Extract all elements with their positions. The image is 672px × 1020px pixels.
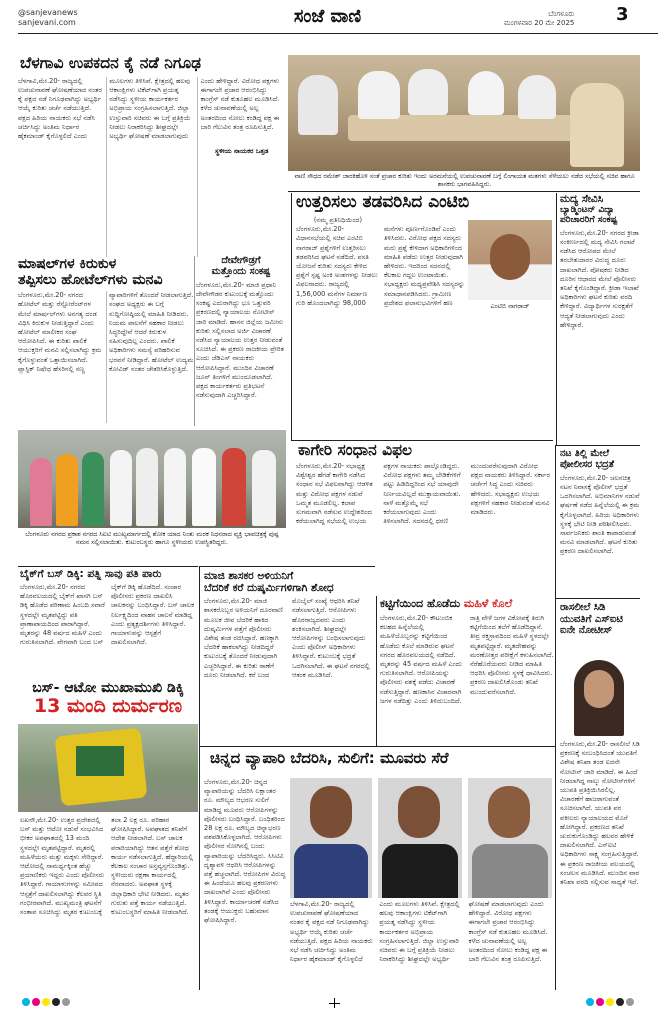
- page-number: 3: [616, 4, 629, 25]
- subhead: ಸ್ಥಳೀಯ ನಾಯಕರ ಒತ್ತಡ: [215, 147, 269, 155]
- article-body: ಬೆಂಗಳೂರು,ಮೇ.20- ನಗರದ ಹೊರವಲಯದಲ್ಲಿ ಬೈಕ್‌ಗೆ ಖಾಸಗಿ ಬಸ್ ಡಿಕ್ಕಿ ಹೊಡೆದ ಪರಿಣಾಮ ಹಿಂಬದಿ ಸವಾರೆ ಸ್ಥಳದಲ್ಲೇ ಮೃತಪಟ್ಟಿದ್ದು ಪತಿ ಪ್ರಾಣಾಪಾಯದಿಂದ ಪಾರಾಗಿದ್ದಾರೆ. ಮೃತರನ್ನು 48 ವರ್ಷದ ಮಹಿಳೆ ಎಂದು ಗುರುತಿಸಲಾಗಿದೆ. ವೇಗವಾಗಿ ಬಂದ ಬಸ್ ಬೈಕ್‌ಗೆ ಡಿಕ್ಕಿ ಹೊಡೆದಿದೆ. ಸಂಚಾರ ಪೊಲೀಸರು ಪ್ರಕರಣ ದಾಖಲಿಸಿ ಚಾಲಕನನ್ನು ಬಂಧಿಸಿದ್ದಾರೆ. ಬಸ್ ಚಾಲಕ ನಿರ್ಲಕ್ಷ್ಯದಿಂದ ವಾಹನ ಚಾಲನೆ ಮಾಡಿದ್ದ ಎಂದು ಪ್ರತ್ಯಕ್ಷದರ್ಶಿಗಳು ತಿಳಿಸಿದ್ದಾರೆ. ಗಾಯಾಳುವನ್ನು ಆಸ್ಪತ್ರೆಗೆ ದಾಖಲಿಸಲಾಗಿದೆ.: [20, 583, 195, 647]
- header-date: ಮಂಗಳವಾರ 20 ಮೇ 2025: [504, 19, 575, 27]
- rule: [556, 445, 640, 446]
- column-rule: [555, 445, 556, 990]
- headline-red: ಮಹಿಳೆ ಕೊಲೆ: [463, 597, 513, 610]
- article-body: ಬೆಂಗಳೂರು,ಮೇ.20- ಮಾಜಿ ಪ್ರಧಾನಿ ದೇವೇಗೌಡರ ಕುಟುಂಬಕ್ಕೆ ಮತ್ತೊಂದು ಸಂಕಷ್ಟ ಎದುರಾಗಿದ್ದು ಭೂ ಒತ್ತುವರಿ ಪ್ರಕರಣದಲ್ಲಿ ನ್ಯಾಯಾಲಯ ನೋಟೀಸ್ ಜಾರಿ ಮಾಡಿದೆ. ಹಾಸನ ಜಿಲ್ಲೆಯ ಜಮೀನು ಕುರಿತು ಸಲ್ಲಿಸಲಾದ ಅರ್ಜಿ ವಿಚಾರಣೆ ನಡೆಸಿದ ನ್ಯಾಯಾಲಯ ಉತ್ತರ ನೀಡುವಂತೆ ಸೂಚಿಸಿದೆ. ಈ ಪ್ರಕರಣ ರಾಜಕೀಯ ಪ್ರೇರಿತ ಎಂದು ಜೆಡಿಎಸ್ ನಾಯಕರು ಆರೋಪಿಸಿದ್ದಾರೆ. ಮುಂದಿನ ವಿಚಾರಣೆ ಜೂನ್ ತಿಂಗಳಿಗೆ ಮುಂದೂಡಲಾಗಿದೆ. ಪಕ್ಷದ ಕಾರ್ಯಕರ್ತರು ಪ್ರತಿಭಟನೆ ನಡೆಸುವುದಾಗಿ ಎಚ್ಚರಿಸಿದ್ದಾರೆ.: [196, 280, 284, 400]
- headline-line1: ರಾಸಲೀಲೆ ಸಿಡಿ: [560, 602, 606, 613]
- website-link[interactable]: sanjevani.com: [18, 18, 76, 27]
- headline-line1: ಬಸ್- ಆಟೋ ಮುಖಾಮುಖಿ ಡಿಕ್ಕಿ: [32, 680, 184, 696]
- headline: ಬೈಕ್‌ಗೆ ಬಸ್ ಡಿಕ್ಕಿ: ಪತ್ನಿ ಸಾವು ಪತಿ ಪಾರು: [20, 568, 162, 580]
- headline-line2: ಪೋಲೀಸರ ಭದ್ರತೆ: [560, 458, 614, 470]
- header-dateline: [504, 10, 574, 28]
- mtb-photo: [468, 220, 552, 300]
- rule: [556, 598, 640, 599]
- article-actor: [560, 449, 640, 597]
- headline-line2: 13 ಮಂದಿ ದುರ್ಮರಣ: [33, 695, 183, 718]
- accused-photo-1: [290, 778, 372, 898]
- crop-mark: [329, 1003, 340, 1004]
- headline-line1: ಮದ್ಯ ಸೇವಿಸಿ: [560, 193, 604, 205]
- photo-caption: ವಾಣಿ ಸೌಧದ ರಮೇಶ್ ಜಾರಕಿಹೊಳಿ ಸಂತೆ ಪ್ರಚಾರ ಕುರಿತು ಇಂದು ಅರಮನೆಯಲ್ಲಿ ಉಪಚುನಾವಣೆ ಬಗ್ಗೆ ಲಿಂಗಾಯತ ಮತಗಳು ಸೆಳೆಯಲು ನಡೆದ ಸಭೆಯಲ್ಲಿ ಸಚಿವ ಹಾಗೂ ಶಾಸಕರು ಭಾಗವಹಿಸಿದ್ದರು.: [294, 172, 635, 188]
- headline-line2: ಬ್ಯಾಡ್ಮಿಂಟನ್ ವಿದ್ಯಾ: [560, 205, 615, 216]
- group-photo: [18, 430, 286, 528]
- article-body: ಬೆಂಗಳೂರು,ಮೇ.20- ನಗರದ ಕ್ರೀಡಾ ಸಂಕೀರ್ಣದಲ್ಲಿ ಮದ್ಯ ಸೇವಿಸಿ ಗಲಾಟೆ ನಡೆಸಿದ ಆರೋಪದ ಮೇಲೆ ತರಬೇತುದಾರರ ವಿರುದ್ಧ ದೂರು ದಾಖಲಾಗಿದೆ. ಪೋಷಕರು ನೀಡಿದ ದೂರಿನ ಆಧಾರದ ಮೇಲೆ ಪೊಲೀಸರು ತನಿಖೆ ಕೈಗೊಂಡಿದ್ದಾರೆ. ಕ್ರೀಡಾ ಇಲಾಖೆ ಅಧಿಕಾರಿಗಳು ಘಟನೆ ಕುರಿತು ವರದಿ ಕೇಳಿದ್ದಾರೆ. ವಿದ್ಯಾರ್ಥಿಗಳ ಸುರಕ್ಷತೆಗೆ ಆದ್ಯತೆ ನೀಡಲಾಗುವುದು ಎಂದು ಹೇಳಿದ್ದಾರೆ.: [560, 228, 639, 329]
- header-social: [18, 8, 78, 28]
- article-body: ಬೆಂಗಳೂರು,ಮೇ.20- ನಗರದ ಹೋಟೆಲ್ ಮತ್ತು ರೆಸ್ಟೋರೆಂಟ್‌ಗಳ ಮೇಲೆ ಮಾರ್ಷಲ್‌ಗಳು ಅನಗತ್ಯ ದಂಡ ವಿಧಿಸಿ ಕಿರುಕುಳ ನೀಡುತ್ತಿದ್ದಾರೆ ಎಂದು ಹೋಟೆಲ್ ಮಾಲೀಕರ ಸಂಘ ಆರೋಪಿಸಿದೆ. ಈ ಕುರಿತು ಪಾಲಿಕೆ ಆಯುಕ್ತರಿಗೆ ಮನವಿ ಸಲ್ಲಿಸಲಾಗಿದ್ದು ಕ್ರಮ ಕೈಗೊಳ್ಳುವಂತೆ ಒತ್ತಾಯಿಸಲಾಗಿದೆ. ಪ್ಲಾಸ್ಟಿಕ್ ನಿಷೇಧ ಹೆಸರಿನಲ್ಲಿ ಸಣ್ಣ ವ್ಯಾಪಾರಿಗಳಿಗೆ ತೊಂದರೆ ನೀಡಲಾಗುತ್ತಿದೆ. ಸಂಘದ ಅಧ್ಯಕ್ಷರು ಈ ಬಗ್ಗೆ ಸುದ್ದಿಗೋಷ್ಠಿಯಲ್ಲಿ ಮಾಹಿತಿ ನೀಡಿದರು. ನಿಯಮ ಪಾಲನೆಗೆ ಸಹಕಾರ ನೀಡಲು ಸಿದ್ಧರಿದ್ದೇವೆ ಆದರೆ ಕಿರುಕುಳ ಸಹಿಸುವುದಿಲ್ಲ ಎಂದರು. ಪಾಲಿಕೆ ಅಧಿಕಾರಿಗಳು ಸಮಸ್ಯೆ ಪರಿಹರಿಸುವ ಭರವಸೆ ನೀಡಿದ್ದಾರೆ. ಹೋಟೆಲ್ ಉದ್ಯಮ ಕೋವಿಡ್ ನಂತರ ಚೇತರಿಸಿಕೊಳ್ಳುತ್ತಿದೆ.: [18, 291, 194, 373]
- article-kageri: ಬೆಂಗಳೂರು,ಮೇ.20- ಸಭಾಧ್ಯಕ್ಷ ವಿಶ್ವೇಶ್ವರ ಹೆಗಡೆ ಕಾಗೇರಿ ನಡೆಸಿದ ಸಂಧಾನ ಸಭೆ ವಿಫಲವಾಗಿದ್ದು ಆಡಳಿತ ಮತ್ತು ವಿರೋಧ ಪಕ್ಷಗಳ ನಡುವೆ ಒಮ್ಮತ ಮೂಡಲಿಲ್ಲ. ಕಲಾಪ ಸುಗಮವಾಗಿ ನಡೆಸುವ ಉದ್ದೇಶದಿಂದ ಕರೆಯಲಾಗಿದ್ದ ಸಭೆಯಲ್ಲಿ ಉಭಯ ಪಕ್ಷಗಳ ನಾಯಕರು ಪಾಲ್ಗೊಂಡಿದ್ದರು. ವಿರೋಧ ಪಕ್ಷಗಳು ತಮ್ಮ ಬೇಡಿಕೆಗಳಿಗೆ ಪಟ್ಟು ಹಿಡಿದಿದ್ದರಿಂದ ಸಭೆ ಯಾವುದೇ ನಿರ್ಣಯವಿಲ್ಲದೆ ಮುಕ್ತಾಯವಾಯಿತು. ನಾಳೆ ಮತ್ತೊಮ್ಮೆ ಸಭೆ ಕರೆಯಲಾಗುವುದು ಎಂದು ತಿಳಿಸಲಾಗಿದೆ. ಸದನದಲ್ಲಿ ಧರಣಿ ಮುಂದುವರೆಸುವುದಾಗಿ ವಿರೋಧ ಪಕ್ಷದ ನಾಯಕರು ತಿಳಿಸಿದ್ದಾರೆ. ಸರ್ಕಾರ ಚರ್ಚೆಗೆ ಸಿದ್ಧ ಎಂದು ಸಚಿವರು ಹೇಳಿದರು. ಸಭಾಧ್ಯಕ್ಷರು ಉಭಯ ಪಕ್ಷಗಳಿಗೆ ಸಹಕಾರ ನೀಡುವಂತೆ ಮನವಿ ಮಾಡಿದರು.: [296, 462, 550, 526]
- headline-mtb: ಉತ್ತರಿಸಲು ತಡವರಿಸಿದ ಎಂಟಿಬಿ: [296, 192, 470, 212]
- registration-marks-right: [586, 998, 634, 1006]
- headline-line2: ಮತ್ತೊಂದು ಸಂಕಷ್ಟ: [211, 265, 271, 277]
- column-rule: [194, 256, 195, 426]
- accused-photo-2: [378, 778, 462, 898]
- article-body: ಲಖನೌ,ಮೇ.20- ಉತ್ತರ ಪ್ರದೇಶದಲ್ಲಿ ಬಸ್ ಮತ್ತು ಆಟೋ ನಡುವೆ ಸಂಭವಿಸಿದ ಭೀಕರ ಅಪಘಾತದಲ್ಲಿ 13 ಮಂದಿ ಸ್ಥಳದಲ್ಲೇ ಮೃತಪಟ್ಟಿದ್ದಾರೆ. ಮೃತರಲ್ಲಿ ಮಹಿಳೆಯರು ಮತ್ತು ಮಕ್ಕಳು ಸೇರಿದ್ದಾರೆ. ಆಟೋದಲ್ಲಿ ಸಾಮರ್ಥ್ಯಕ್ಕಿಂತ ಹೆಚ್ಚು ಪ್ರಯಾಣಿಕರು ಇದ್ದರು ಎಂದು ಪೊಲೀಸರು ತಿಳಿಸಿದ್ದಾರೆ. ಗಾಯಾಳುಗಳನ್ನು ಸಮೀಪದ ಆಸ್ಪತ್ರೆಗೆ ದಾಖಲಿಸಲಾಗಿದ್ದು ಕೆಲವರ ಸ್ಥಿತಿ ಗಂಭೀರವಾಗಿದೆ. ಮುಖ್ಯಮಂತ್ರಿ ಘಟನೆಗೆ ಸಂತಾಪ ಸೂಚಿಸಿದ್ದು ಮೃತರ ಕುಟುಂಬಕ್ಕೆ ತಲಾ 2 ಲಕ್ಷ ರೂ. ಪರಿಹಾರ ಘೋಷಿಸಿದ್ದಾರೆ. ಅಪಘಾತದ ತನಿಖೆಗೆ ಆದೇಶ ನೀಡಲಾಗಿದೆ. ಬಸ್ ಚಾಲಕ ಪರಾರಿಯಾಗಿದ್ದು ಆತನ ಪತ್ತೆಗೆ ಶೋಧ ಕಾರ್ಯ ನಡೆಸಲಾಗುತ್ತಿದೆ. ಹೆದ್ದಾರಿಯಲ್ಲಿ ಕೆಲಕಾಲ ಸಂಚಾರ ಅಸ್ತವ್ಯಸ್ತಗೊಂಡಿತ್ತು. ಸ್ಥಳೀಯರು ರಕ್ಷಣಾ ಕಾರ್ಯದಲ್ಲಿ ನೆರವಾದರು. ಅಪಘಾತ ಸ್ಥಳಕ್ಕೆ ಜಿಲ್ಲಾಧಿಕಾರಿ ಭೇಟಿ ನೀಡಿದರು. ಮೃತರ ಗುರುತು ಪತ್ತೆ ಕಾರ್ಯ ನಡೆಯುತ್ತಿದೆ. ಕುಟುಂಬಸ್ಥರಿಗೆ ಮಾಹಿತಿ ನೀಡಲಾಗಿದೆ.: [20, 816, 194, 917]
- headline-kageri: ಕಾಗೇರಿ ಸಂಧಾನ ವಿಫಲ: [298, 441, 413, 459]
- woman-photo: [560, 654, 638, 736]
- article-body: ಬೆಳಗಾವಿ,ಮೇ.20- ರಾಜ್ಯದಲ್ಲಿ ಉಪಚುನಾವಣೆ ಘೋಷಣೆಯಾದ ನಂತರ ಕೈ ಪಕ್ಷದ ನಡೆ ನಿಗೂಢವಾಗಿದ್ದು ಅಭ್ಯರ್ಥಿ ಆಯ್ಕೆ ಕುರಿತು ಚರ್ಚೆ ನಡೆಯುತ್ತಿದೆ. ಪಕ್ಷದ ಹಿರಿಯ ನಾಯಕರು ಸಭೆ ನಡೆಸಿ ಚರ್ಚಿಸಿದ್ದು ಅಂತಿಮ ನಿರ್ಧಾರ ಹೈಕಮಾಂಡ್ ಕೈಗೊಳ್ಳಲಿದೆ ಎಂದು ಮೂಲಗಳು ತಿಳಿಸಿವೆ. ಕ್ಷೇತ್ರದಲ್ಲಿ ಹಲವು ಆಕಾಂಕ್ಷಿಗಳು ಟಿಕೆಟ್‌ಗಾಗಿ ಪ್ರಯತ್ನ ನಡೆಸಿದ್ದು ಸ್ಥಳೀಯ ಕಾರ್ಯಕರ್ತರ ಅಭಿಪ್ರಾಯ ಸಂಗ್ರಹಿಸಲಾಗುತ್ತಿದೆ. ಜಿಲ್ಲಾ ಉಸ್ತುವಾರಿ ಸಚಿವರು ಈ ಬಗ್ಗೆ ಪ್ರತಿಕ್ರಿಯೆ ನೀಡಲು ನಿರಾಕರಿಸಿದ್ದು ಶೀಘ್ರದಲ್ಲೇ ಅಭ್ಯರ್ಥಿ ಘೋಷಣೆ ಮಾಡಲಾಗುವುದು ಎಂದು ಹೇಳಿದ್ದಾರೆ. ವಿರೋಧ ಪಕ್ಷಗಳು ಈಗಾಗಲೇ ಪ್ರಚಾರ ಆರಂಭಿಸಿದ್ದು ಕಾಂಗ್ರೆಸ್ ನಡೆ ಕುತೂಹಲ ಮೂಡಿಸಿದೆ. ಕಳೆದ ಚುನಾವಣೆಯಲ್ಲಿ ಅಲ್ಪ ಅಂತರದಿಂದ ಸೋಲು ಕಂಡಿದ್ದ ಪಕ್ಷ ಈ ಬಾರಿ ಗೆಲುವಿನ ತಂತ್ರ ರೂಪಿಸುತ್ತಿದೆ.: [18, 76, 280, 141]
- headline-black: ಕಟ್ಟಿಗೆಯಿಂದ ಹೊಡೆದು: [380, 597, 464, 610]
- headline-line2: ಬೆದರಿಕೆ ಕರೆ ದುಷ್ಕರ್ಮಿಗಳಿಗಾಗಿ ಶೋಧ: [204, 582, 334, 595]
- mtb-caption: ಎಂಟಿಬಿ ನಾಗರಾಜ್: [490, 302, 530, 310]
- rule: [199, 566, 375, 567]
- headline-line2: ತಪ್ಪಿಸಲು ಹೋಟೆಲ್‌ಗಳು ಮನವಿ: [18, 272, 163, 289]
- registration-marks-left: [22, 998, 70, 1006]
- column-rule: [376, 596, 377, 746]
- headline-line1: ದೇವೇಗೌಡ್ರಗೆ: [221, 255, 261, 266]
- meeting-photo: [288, 55, 640, 171]
- headline-gold: ಚಿನ್ನದ ವ್ಯಾಪಾರಿ ಬೆದರಿಸಿ, ಸುಲಿಗೆ: ಮೂವರು ಸೆರೆ: [210, 749, 449, 767]
- article-body: ಬೆಂಗಳೂರು,ಮೇ.20- ರಾಸಲೀಲೆ ಸಿಡಿ ಪ್ರಕರಣಕ್ಕೆ ಸಂಬಂಧಿಸಿದಂತೆ ಯುವತಿಗೆ ವಿಶೇಷ ತನಿಖಾ ತಂಡ ಐದನೇ ನೋಟೀಸ್ ಜಾರಿ ಮಾಡಿದೆ. ಈ ಹಿಂದೆ ನೀಡಲಾಗಿದ್ದ ನಾಲ್ಕು ನೋಟೀಸ್‌ಗಳಿಗೆ ಯುವತಿ ಪ್ರತಿಕ್ರಿಯಿಸಿರಲಿಲ್ಲ. ವಿಚಾರಣೆಗೆ ಹಾಜರಾಗುವಂತೆ ಸೂಚಿಸಲಾಗಿದೆ. ಯುವತಿ ಪರ ವಕೀಲರು ನ್ಯಾಯಾಲಯದ ಮೊರೆ ಹೋಗಿದ್ದಾರೆ. ಪ್ರಕರಣದ ತನಿಖೆ ಚುರುಕುಗೊಂಡಿದ್ದು ಹಲವರ ಹೇಳಿಕೆ ದಾಖಲಿಸಲಾಗಿದೆ. ಎಸ್‌ಐಟಿ ಅಧಿಕಾರಿಗಳು ಸಾಕ್ಷ್ಯ ಸಂಗ್ರಹಿಸುತ್ತಿದ್ದಾರೆ. ಈ ಪ್ರಕರಣ ರಾಜಕೀಯ ವಲಯದಲ್ಲಿ ಸಂಚಲನ ಮೂಡಿಸಿದೆ. ಮುಂದಿನ ವಾರ ತನಿಖಾ ವರದಿ ಸಲ್ಲಿಸುವ ಸಾಧ್ಯತೆ ಇದೆ.: [560, 740, 640, 887]
- article-hotels: [18, 256, 194, 426]
- header-rule: [18, 33, 658, 34]
- headline-line1: ಮಾಜಿ ಶಾಸಕರ ಅಳಿಯನಿಗೆ: [204, 570, 294, 582]
- photo-caption: ಬೆಂಗಳೂರು ನಗರದ ಪ್ರಕಾಶ ನಗರದ ಸಿಐಟಿ ಮುಖ್ಯಮಾರ್ಗದಲ್ಲಿ ಶೋಕ ಯಾದ ನಿಂತು ಮರಕ ನಿಧನರಾದ ವ್ಯಕ್ತಿ ಭಾವಚಿತ್ರಕ್ಕೆ ಪುಷ್ಪ ನಮನ ಸಲ್ಲಿಸಲಾಯಿತು. ಕುಟುಂಬಸ್ಥರು ಹಾಗೂ ಸ್ಥಳೀಯರು ಉಪಸ್ಥಿತರಿದ್ದರು.: [25, 530, 279, 546]
- headline: ಬೆಳಗಾವಿ ಉಪಕದನ ಕೈ ನಡೆ ನಿಗೂಢ: [20, 54, 202, 72]
- article-body: ಬೆಂಗಳೂರು,ಮೇ.20- ವಿಧಾನಸಭೆಯಲ್ಲಿ ಸಚಿವ ಎಂಟಿಬಿ ನಾಗರಾಜ್ ಪ್ರಶ್ನೆಗಳಿಗೆ ಉತ್ತರಿಸಲು ತಡವರಿಸಿದ ಘಟನೆ ನಡೆದಿದೆ. ವಸತಿ ಯೋಜನೆ ಕುರಿತು ಸದಸ್ಯರು ಕೇಳಿದ ಪ್ರಶ್ನೆಗೆ ಸ್ಪಷ್ಟ ಅಂಕಿ ಅಂಶಗಳನ್ನು ನೀಡಲು ವಿಫಲರಾದರು. ರಾಜ್ಯದಲ್ಲಿ 1,56,000 ಮನೆಗಳ ನಿರ್ಮಾಣ ಗುರಿ ಹೊಂದಲಾಗಿದ್ದು 98,000 ಮನೆಗಳು ಪೂರ್ಣಗೊಂಡಿವೆ ಎಂದು ತಿಳಿಸಿದರು. ವಿರೋಧ ಪಕ್ಷದ ಸದಸ್ಯರು ಮರು ಪ್ರಶ್ನೆ ಕೇಳಿದಾಗ ಅಧಿಕಾರಿಗಳಿಂದ ಮಾಹಿತಿ ಪಡೆದು ಉತ್ತರ ನೀಡುವುದಾಗಿ ಹೇಳಿದರು. ಇದರಿಂದ ಸದನದಲ್ಲಿ ಕೆಲಕಾಲ ಗದ್ದಲ ಉಂಟಾಯಿತು. ಸಭಾಧ್ಯಕ್ಷರು ಮಧ್ಯಪ್ರವೇಶಿಸಿ ಸದಸ್ಯರನ್ನು ಸಮಾಧಾನಪಡಿಸಿದರು. ಗ್ರಾಮೀಣ ಪ್ರದೇಶದ ಫಲಾನುಭವಿಗಳಿಗೆ ಹಣ: [296, 225, 465, 307]
- rule: [18, 566, 198, 567]
- article-gold: ಬೆಂಗಳೂರು,ಮೇ.20- ಚಿನ್ನದ ವ್ಯಾಪಾರಿಯನ್ನು ಬೆದರಿಸಿ ಲಕ್ಷಾಂತರ ರೂ. ಮೌಲ್ಯದ ಆಭರಣ ಸುಲಿಗೆ ಮಾಡಿದ್ದ ಮೂವರು ಆರೋಪಿಗಳನ್ನು ಪೊಲೀಸರು ಬಂಧಿಸಿದ್ದಾರೆ. ಬಂಧಿತರಿಂದ 28 ಲಕ್ಷ ರೂ. ಮೌಲ್ಯದ ಚಿನ್ನಾಭರಣ ವಶಪಡಿಸಿಕೊಳ್ಳಲಾಗಿದೆ. ಆರೋಪಿಗಳು ಪೊಲೀಸರ ಸೋಗಿನಲ್ಲಿ ಬಂದು ವ್ಯಾಪಾರಿಯನ್ನು ಬೆದರಿಸಿದ್ದರು. ಸಿಸಿಟಿವಿ ದೃಶ್ಯಾವಳಿ ಆಧರಿಸಿ ಆರೋಪಿಗಳನ್ನು ಪತ್ತೆ ಹಚ್ಚಲಾಗಿದೆ. ಆರೋಪಿಗಳ ವಿರುದ್ಧ ಈ ಹಿಂದೆಯೂ ಹಲವು ಪ್ರಕರಣಗಳು ದಾಖಲಾಗಿವೆ ಎಂದು ಪೊಲೀಸರು ತಿಳಿಸಿದ್ದಾರೆ. ಕಾರ್ಯಾಚರಣೆ ನಡೆಸಿದ ತಂಡಕ್ಕೆ ಆಯುಕ್ತರು ಬಹುಮಾನ ಘೋಷಿಸಿದ್ದಾರೆ.: [204, 778, 286, 925]
- headline-line2: ಯುವತಿಗೆ ಎಸ್‌ಐಟಿ: [560, 613, 623, 625]
- headline-murder: [380, 598, 512, 611]
- article-bike-accident: [20, 568, 196, 678]
- article-gold-cont: ಬೆಳಗಾವಿ,ಮೇ.20- ರಾಜ್ಯದಲ್ಲಿ ಉಪಚುನಾವಣೆ ಘೋಷಣೆಯಾದ ನಂತರ ಕೈ ಪಕ್ಷದ ನಡೆ ನಿಗೂಢವಾಗಿದ್ದು ಅಭ್ಯರ್ಥಿ ಆಯ್ಕೆ ಕುರಿತು ಚರ್ಚೆ ನಡೆಯುತ್ತಿದೆ. ಪಕ್ಷದ ಹಿರಿಯ ನಾಯಕರು ಸಭೆ ನಡೆಸಿ ಚರ್ಚಿಸಿದ್ದು ಅಂತಿಮ ನಿರ್ಧಾರ ಹೈಕಮಾಂಡ್ ಕೈಗೊಳ್ಳಲಿದೆ ಎಂದು ಮೂಲಗಳು ತಿಳಿಸಿವೆ. ಕ್ಷೇತ್ರದಲ್ಲಿ ಹಲವು ಆಕಾಂಕ್ಷಿಗಳು ಟಿಕೆಟ್‌ಗಾಗಿ ಪ್ರಯತ್ನ ನಡೆಸಿದ್ದು ಸ್ಥಳೀಯ ಕಾರ್ಯಕರ್ತರ ಅಭಿಪ್ರಾಯ ಸಂಗ್ರಹಿಸಲಾಗುತ್ತಿದೆ. ಜಿಲ್ಲಾ ಉಸ್ತುವಾರಿ ಸಚಿವರು ಈ ಬಗ್ಗೆ ಪ್ರತಿಕ್ರಿಯೆ ನೀಡಲು ನಿರಾಕರಿಸಿದ್ದು ಶೀಘ್ರದಲ್ಲೇ ಅಭ್ಯರ್ಥಿ ಘೋಷಣೆ ಮಾಡಲಾಗುವುದು ಎಂದು ಹೇಳಿದ್ದಾರೆ. ವಿರೋಧ ಪಕ್ಷಗಳು ಈಗಾಗಲೇ ಪ್ರಚಾರ ಆರಂಭಿಸಿದ್ದು ಕಾಂಗ್ರೆಸ್ ನಡೆ ಕುತೂಹಲ ಮೂಡಿಸಿದೆ. ಕಳೆದ ಚುನಾವಣೆಯಲ್ಲಿ ಅಲ್ಪ ಅಂತರದಿಂದ ಸೋಲು ಕಂಡಿದ್ದ ಪಕ್ಷ ಈ ಬಾರಿ ಗೆಲುವಿನ ತಂತ್ರ ರೂಪಿಸುತ್ತಿದೆ.: [290, 900, 548, 964]
- accident-photo: [18, 724, 198, 812]
- social-handle: @sanjevanews: [18, 8, 78, 17]
- byline: (ನಮ್ಮ ಪ್ರತಿನಿಧಿಯಿಂದ): [313, 216, 363, 224]
- article-threat: [204, 570, 374, 746]
- headline-line3: ಐನೇ ನೋಟೀಸ್: [560, 625, 612, 636]
- article-body: ಬೆಂಗಳೂರು,ಮೇ.20- ಮಾಜಿ ಶಾಸಕರೊಬ್ಬರ ಅಳಿಯನಿಗೆ ದೂರವಾಣಿ ಮೂಲಕ ಜೀವ ಬೆದರಿಕೆ ಹಾಕಿದ ದುಷ್ಕರ್ಮಿಗಳ ಪತ್ತೆಗೆ ಪೊಲೀಸರು ವಿಶೇಷ ತಂಡ ರಚಿಸಿದ್ದಾರೆ. ಹಣಕ್ಕಾಗಿ ಬೆದರಿಕೆ ಹಾಕಲಾಗಿದ್ದು ನೀಡದಿದ್ದರೆ ಕುಟುಂಬಕ್ಕೆ ತೊಂದರೆ ನೀಡುವುದಾಗಿ ಎಚ್ಚರಿಸಿದ್ದಾರೆ. ಈ ಕುರಿತು ಠಾಣೆಗೆ ದೂರು ನೀಡಲಾಗಿದೆ. ಕರೆ ಬಂದ ಮೊಬೈಲ್ ಸಂಖ್ಯೆ ಆಧರಿಸಿ ತನಿಖೆ ನಡೆಸಲಾಗುತ್ತಿದೆ. ಆರೋಪಿಗಳು ಹೊರರಾಜ್ಯದವರು ಎಂದು ಶಂಕಿಸಲಾಗಿದೆ. ಶೀಘ್ರದಲ್ಲೇ ಆರೋಪಿಗಳನ್ನು ಬಂಧಿಸಲಾಗುವುದು ಎಂದು ಪೊಲೀಸ್ ಅಧಿಕಾರಿಗಳು ತಿಳಿಸಿದ್ದಾರೆ. ಕುಟುಂಬಕ್ಕೆ ಭದ್ರತೆ ಒದಗಿಸಲಾಗಿದೆ. ಈ ಘಟನೆ ನಗರದಲ್ಲಿ ಆತಂಕ ಮೂಡಿಸಿದೆ.: [204, 597, 370, 679]
- article-murder: ಬೆಂಗಳೂರು,ಮೇ.20- ಕೌಟುಂಬಿಕ ಕಲಹದ ಹಿನ್ನೆಲೆಯಲ್ಲಿ ಮಹಿಳೆಯೊಬ್ಬರನ್ನು ಕಟ್ಟಿಗೆಯಿಂದ ಹೊಡೆದು ಕೊಲೆ ಮಾಡಿರುವ ಘಟನೆ ನಗರದ ಹೊರವಲಯದಲ್ಲಿ ನಡೆದಿದೆ. ಮೃತರನ್ನು 45 ವರ್ಷದ ಮಹಿಳೆ ಎಂದು ಗುರುತಿಸಲಾಗಿದೆ. ಆರೋಪಿಯನ್ನು ಪೊಲೀಸರು ವಶಕ್ಕೆ ಪಡೆದು ವಿಚಾರಣೆ ನಡೆಸುತ್ತಿದ್ದಾರೆ. ಹಣಕಾಸಿನ ವಿಚಾರವಾಗಿ ಜಗಳ ನಡೆದಿತ್ತು ಎಂದು ತಿಳಿದುಬಂದಿದೆ. ರಾತ್ರಿ ವೇಳೆ ಜಗಳ ವಿಕೋಪಕ್ಕೆ ತಿರುಗಿ ಕಟ್ಟಿಗೆಯಿಂದ ತಲೆಗೆ ಹೊಡೆದಿದ್ದಾನೆ. ತೀವ್ರ ರಕ್ತಸ್ರಾವದಿಂದ ಮಹಿಳೆ ಸ್ಥಳದಲ್ಲೇ ಮೃತಪಟ್ಟಿದ್ದಾರೆ. ಮೃತದೇಹವನ್ನು ಮರಣೋತ್ತರ ಪರೀಕ್ಷೆಗೆ ಕಳುಹಿಸಲಾಗಿದೆ. ನೆರೆಹೊರೆಯವರು ನೀಡಿದ ಮಾಹಿತಿ ಆಧರಿಸಿ ಪೊಲೀಸರು ಸ್ಥಳಕ್ಕೆ ಧಾವಿಸಿದರು. ಪ್ರಕರಣ ದಾಖಲಿಸಿಕೊಂಡು ತನಿಖೆ ಮುಂದುವರೆಸಲಾಗಿದೆ.: [380, 614, 554, 705]
- masthead-logo: ಸಂಜೆ ವಾಣಿ: [293, 6, 362, 27]
- article-devegowda: [196, 256, 286, 426]
- article-body: ಬೆಂಗಳೂರು,ಮೇ.20- ಚಲನಚಿತ್ರ ನಟನ ನಿವಾಸಕ್ಕೆ ಪೊಲೀಸ್ ಭದ್ರತೆ ಒದಗಿಸಲಾಗಿದೆ. ಅಭಿಮಾನಿಗಳ ನಡುವೆ ಘರ್ಷಣೆ ನಡೆದ ಹಿನ್ನೆಲೆಯಲ್ಲಿ ಈ ಕ್ರಮ ಕೈಗೊಳ್ಳಲಾಗಿದೆ. ಹಿರಿಯ ಅಧಿಕಾರಿಗಳು ಸ್ಥಳಕ್ಕೆ ಭೇಟಿ ನೀಡಿ ಪರಿಶೀಲಿಸಿದರು. ಸಾರ್ವಜನಿಕರು ಶಾಂತಿ ಕಾಪಾಡುವಂತೆ ಮನವಿ ಮಾಡಲಾಗಿದೆ. ಘಟನೆ ಕುರಿತು ಪ್ರಕರಣ ದಾಖಲಿಸಲಾಗಿದೆ.: [560, 473, 640, 556]
- column-rule: [199, 566, 200, 990]
- headline-line3: ಪರಿಚಾರರಿಗೆ ಸಂಕಷ್ಟ: [560, 215, 618, 226]
- accused-photo-3: [468, 778, 552, 898]
- headline-line1: ಮಾಷಲ್‌ಗಳ ಕಿರುಕುಳ: [18, 256, 117, 272]
- headline-line1: ನಟ ತಿಲ್ಲಿ ಮೇಲೆ: [560, 448, 610, 459]
- article-badminton: [556, 193, 644, 445]
- rule: [199, 746, 556, 747]
- column-rule: [291, 193, 292, 440]
- header-city: ಬೆಂಗಳೂರು: [548, 10, 575, 18]
